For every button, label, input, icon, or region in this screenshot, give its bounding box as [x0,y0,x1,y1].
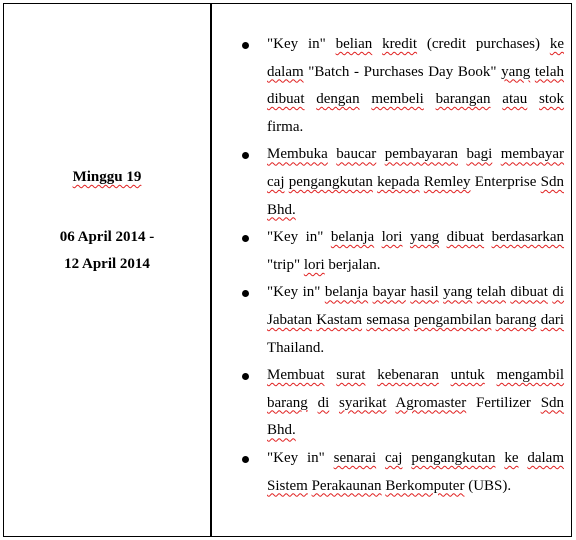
bullet-icon [242,373,249,380]
list-item [212,362,571,445]
task-list [212,31,571,500]
date-range [4,224,210,278]
tasks-cell [212,4,571,536]
date-start: 06 April 2014 - [59,229,155,245]
list-item [212,445,571,500]
task-text: "Key in" senarai caj pengangkutan ke dalam Sistem Perakaunan Berkomputer (UBS). [267,449,565,494]
task-text: "Key in" belanja bayar hasil yang telah dibuat di Jabatan Kastam semasa pengambilan barang dari Thailand. [267,284,565,356]
bullet-icon [242,235,249,242]
bullet-icon [242,42,249,49]
task-text: "Key in" belanja lori yang dibuat berdasarkan "trip" lori berjalan. [267,229,565,273]
bullet-icon [242,152,249,159]
bullet-icon [242,456,249,463]
task-text: "Key in" belian kredit (credit purchases) ke dalam "Batch - Purchases Day Book" yang telah dibuat dengan membeli barangan atau stok firma. [267,36,565,135]
date-end: 12 April 2014 [64,256,150,272]
task-text: Membuka baucar pembayaran bagi membayar caj pengangkutan kepada Remley Enterprise Sdn Bhd. [267,146,565,218]
week-cell [4,4,210,536]
log-table [3,3,572,537]
task-text: Membuat surat kebenaran untuk mengambil barang di syarikat Agromaster Fertilizer Sdn Bhd. [267,367,565,439]
list-item [212,279,571,362]
list-item [212,31,571,141]
list-item [212,224,571,279]
list-item [212,141,571,224]
week-text: Minggu 19 [72,169,142,185]
week-label [4,167,210,187]
bullet-icon [242,290,249,297]
